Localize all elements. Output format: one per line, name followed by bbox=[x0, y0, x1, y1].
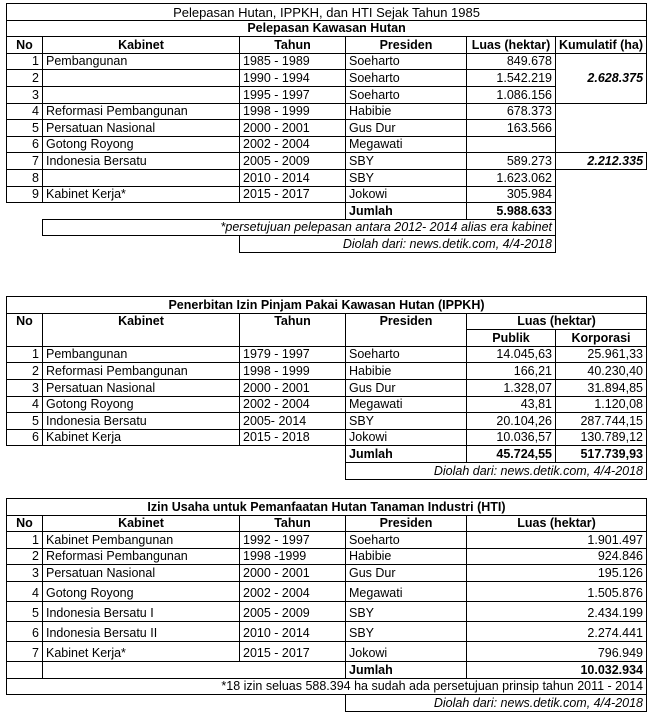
cell-tahun: 2000 - 2001 bbox=[240, 379, 346, 396]
cell-no: 7 bbox=[7, 153, 43, 170]
table-row bbox=[7, 169, 647, 186]
cell-korporasi: 130.789,12 bbox=[556, 429, 647, 446]
cell-presiden: Habibie bbox=[346, 548, 467, 565]
footnote: *persetujuan pelepasan antara 2012- 2014 alias era kabinet bbox=[43, 219, 556, 236]
cell-no: 3 bbox=[7, 565, 43, 582]
table-row bbox=[7, 621, 647, 641]
cell-presiden: SBY bbox=[346, 153, 467, 170]
section2-title: Penerbitan Izin Pinjam Pakai Kawasan Hutan (IPPKH) bbox=[7, 297, 647, 314]
header-presiden: Presiden bbox=[346, 515, 467, 532]
table-row bbox=[7, 581, 647, 601]
cell-luas: 1.542.219 bbox=[467, 70, 556, 87]
cell-korporasi: 31.894,85 bbox=[556, 379, 647, 396]
cell-tahun: 1979 - 1997 bbox=[240, 346, 346, 363]
cell-tahun: 1995 - 1997 bbox=[240, 86, 346, 103]
cell-kabinet bbox=[43, 86, 240, 103]
cell-tahun: 2005 - 2009 bbox=[240, 153, 346, 170]
cell-publik: 10.036,57 bbox=[467, 429, 556, 446]
header-tahun: Tahun bbox=[240, 313, 346, 346]
cell-tahun: 2000 - 2001 bbox=[240, 120, 346, 137]
table-row bbox=[7, 153, 647, 170]
jumlah-publik: 45.724,55 bbox=[467, 446, 556, 463]
source-note: Diolah dari: news.detik.com, 4/4-2018 bbox=[346, 695, 647, 712]
cell-no: 1 bbox=[7, 53, 43, 70]
cell-tahun: 2015 - 2018 bbox=[240, 429, 346, 446]
cell-kabinet: Reformasi Pembangunan bbox=[43, 103, 240, 120]
cell-tahun: 2002 - 2004 bbox=[240, 396, 346, 413]
cell-tahun: 1990 - 1994 bbox=[240, 70, 346, 87]
cell-tahun: 1998 - 1999 bbox=[240, 103, 346, 120]
cell-luas: 2.274.441 bbox=[467, 621, 647, 641]
cell-kabinet: Kabinet Pembangunan bbox=[43, 532, 240, 549]
cell-no: 3 bbox=[7, 86, 43, 103]
cell-tahun: 2000 - 2001 bbox=[240, 565, 346, 582]
table-row bbox=[7, 70, 647, 87]
cell-tahun: 2005 - 2009 bbox=[240, 601, 346, 621]
header-row bbox=[7, 37, 647, 54]
table-row bbox=[7, 532, 647, 549]
footnote: *18 izin seluas 588.394 ha sudah ada persetujuan prinsip tahun 2011 - 2014 bbox=[7, 678, 647, 695]
cell-tahun: 2015 - 2017 bbox=[240, 641, 346, 661]
cell-publik: 166,21 bbox=[467, 363, 556, 380]
cell-kumulatif: 2.212.335 bbox=[556, 153, 647, 170]
cell-presiden: SBY bbox=[346, 413, 467, 430]
cell-tahun: 2005- 2014 bbox=[240, 413, 346, 430]
cell-no: 6 bbox=[7, 621, 43, 641]
cell-presiden: Jokowi bbox=[346, 429, 467, 446]
cell-luas bbox=[467, 136, 556, 153]
cell-presiden: Soeharto bbox=[346, 53, 467, 70]
cell-kabinet: Pembangunan bbox=[43, 346, 240, 363]
cell-no: 2 bbox=[7, 363, 43, 380]
header-korporasi: Korporasi bbox=[556, 330, 647, 347]
jumlah-label: Jumlah bbox=[346, 446, 467, 463]
cell-luas: 924.846 bbox=[467, 548, 647, 565]
cell-kabinet bbox=[43, 70, 240, 87]
header-row bbox=[7, 313, 647, 330]
cell-kabinet: Reformasi Pembangunan bbox=[43, 363, 240, 380]
header-kabinet: Kabinet bbox=[43, 37, 240, 54]
cell-kabinet: Kabinet Kerja* bbox=[43, 641, 240, 661]
cell-luas: 1.086.156 bbox=[467, 86, 556, 103]
jumlah-value: 5.988.633 bbox=[467, 203, 556, 220]
cell-kabinet: Persatuan Nasional bbox=[43, 379, 240, 396]
header-luas: Luas (hektar) bbox=[467, 515, 647, 532]
header-no: No bbox=[7, 37, 43, 54]
cell-no: 2 bbox=[7, 70, 43, 87]
cell-luas: 305.984 bbox=[467, 186, 556, 203]
cell-no: 3 bbox=[7, 379, 43, 396]
cell-luas: 589.273 bbox=[467, 153, 556, 170]
table-row bbox=[7, 86, 647, 103]
cell-presiden: Gus Dur bbox=[346, 379, 467, 396]
cell-no: 5 bbox=[7, 413, 43, 430]
cell-no: 6 bbox=[7, 136, 43, 153]
cell-no: 4 bbox=[7, 581, 43, 601]
hti-table bbox=[6, 498, 647, 712]
cell-presiden: Megawati bbox=[346, 581, 467, 601]
section1-title: Pelepasan Kawasan Hutan bbox=[7, 20, 647, 37]
cell-luas: 796.949 bbox=[467, 641, 647, 661]
cell-luas: 849.678 bbox=[467, 53, 556, 70]
table-row bbox=[7, 346, 647, 363]
header-luas: Luas (hektar) bbox=[467, 313, 647, 330]
cell-tahun: 1985 - 1989 bbox=[240, 53, 346, 70]
jumlah-label: Jumlah bbox=[346, 661, 467, 678]
table-row bbox=[7, 413, 647, 430]
cell-no: 5 bbox=[7, 601, 43, 621]
cell-tahun: 2010 - 2014 bbox=[240, 169, 346, 186]
header-presiden: Presiden bbox=[346, 313, 467, 346]
cell-luas: 1.901.497 bbox=[467, 532, 647, 549]
table-row bbox=[7, 186, 647, 203]
cell-no: 6 bbox=[7, 429, 43, 446]
cell-presiden: Soeharto bbox=[346, 532, 467, 549]
total-row bbox=[7, 203, 647, 220]
cell-luas: 195.126 bbox=[467, 565, 647, 582]
header-tahun: Tahun bbox=[240, 37, 346, 54]
ippkh-table bbox=[6, 296, 647, 480]
cell-kabinet: Indonesia Bersatu I bbox=[43, 601, 240, 621]
table-row bbox=[7, 363, 647, 380]
cell-presiden: Gus Dur bbox=[346, 120, 467, 137]
cell-kabinet: Gotong Royong bbox=[43, 136, 240, 153]
table-row bbox=[7, 53, 647, 70]
cell-no: 5 bbox=[7, 120, 43, 137]
cell-kabinet: Kabinet Kerja* bbox=[43, 186, 240, 203]
cell-tahun: 2002 - 2004 bbox=[240, 581, 346, 601]
cell-kabinet: Kabinet Kerja bbox=[43, 429, 240, 446]
cell-presiden: Soeharto bbox=[346, 346, 467, 363]
cell-publik: 1.328,07 bbox=[467, 379, 556, 396]
table-row bbox=[7, 103, 647, 120]
cell-presiden: Soeharto bbox=[346, 70, 467, 87]
cell-presiden: Soeharto bbox=[346, 86, 467, 103]
cell-korporasi: 40.230,40 bbox=[556, 363, 647, 380]
cell-presiden: SBY bbox=[346, 621, 467, 641]
jumlah-value: 10.032.934 bbox=[467, 661, 647, 678]
header-publik: Publik bbox=[467, 330, 556, 347]
cell-tahun: 2002 - 2004 bbox=[240, 136, 346, 153]
source-note: Diolah dari: news.detik.com, 4/4-2018 bbox=[240, 236, 556, 253]
cell-presiden: Jokowi bbox=[346, 641, 467, 661]
cell-luas: 1.623.062 bbox=[467, 169, 556, 186]
cell-no: 9 bbox=[7, 186, 43, 203]
cell-korporasi: 1.120,08 bbox=[556, 396, 647, 413]
cell-kabinet: Gotong Royong bbox=[43, 396, 240, 413]
cell-kabinet: Persatuan Nasional bbox=[43, 565, 240, 582]
table-row bbox=[7, 429, 647, 446]
cell-luas: 1.505.876 bbox=[467, 581, 647, 601]
cell-no: 1 bbox=[7, 532, 43, 549]
cell-presiden: SBY bbox=[346, 169, 467, 186]
header-luas: Luas (hektar) bbox=[467, 37, 556, 54]
cell-presiden: Megawati bbox=[346, 396, 467, 413]
header-no: No bbox=[7, 313, 43, 346]
table-row bbox=[7, 641, 647, 661]
header-row bbox=[7, 515, 647, 532]
cell-kabinet: Reformasi Pembangunan bbox=[43, 548, 240, 565]
cell-no: 1 bbox=[7, 346, 43, 363]
cell-tahun: 1998 - 1999 bbox=[240, 363, 346, 380]
jumlah-korporasi: 517.739,93 bbox=[556, 446, 647, 463]
cell-luas: 678.373 bbox=[467, 103, 556, 120]
header-presiden: Presiden bbox=[346, 37, 467, 54]
cell-tahun: 1992 - 1997 bbox=[240, 532, 346, 549]
source-note: Diolah dari: news.detik.com, 4/4-2018 bbox=[346, 462, 647, 479]
header-kabinet: Kabinet bbox=[43, 313, 240, 346]
cell-no: 2 bbox=[7, 548, 43, 565]
cell-publik: 43,81 bbox=[467, 396, 556, 413]
cell-publik: 20.104,26 bbox=[467, 413, 556, 430]
table-row bbox=[7, 136, 647, 153]
cell-korporasi: 287.744,15 bbox=[556, 413, 647, 430]
total-row bbox=[7, 661, 647, 678]
header-no: No bbox=[7, 515, 43, 532]
table-row bbox=[7, 379, 647, 396]
cell-luas: 2.434.199 bbox=[467, 601, 647, 621]
header-kabinet: Kabinet bbox=[43, 515, 240, 532]
cell-presiden: Habibie bbox=[346, 363, 467, 380]
table-row bbox=[7, 548, 647, 565]
cell-presiden: Gus Dur bbox=[346, 565, 467, 582]
cell-no: 7 bbox=[7, 641, 43, 661]
cell-no: 4 bbox=[7, 396, 43, 413]
header-tahun: Tahun bbox=[240, 515, 346, 532]
total-row bbox=[7, 446, 647, 463]
cell-kabinet: Indonesia Bersatu bbox=[43, 413, 240, 430]
section3-title: Izin Usaha untuk Pemanfaatan Hutan Tanaman Industri (HTI) bbox=[7, 499, 647, 516]
cell-tahun: 1998 -1999 bbox=[240, 548, 346, 565]
cell-korporasi: 25.961,33 bbox=[556, 346, 647, 363]
cell-kabinet bbox=[43, 169, 240, 186]
main-title: Pelepasan Hutan, IPPKH, dan HTI Sejak Tahun 1985 bbox=[7, 4, 647, 21]
cell-presiden: Megawati bbox=[346, 136, 467, 153]
table-row bbox=[7, 396, 647, 413]
cell-kabinet: Indonesia Bersatu bbox=[43, 153, 240, 170]
pelepasan-table bbox=[6, 3, 647, 253]
cell-publik: 14.045,63 bbox=[467, 346, 556, 363]
cell-presiden: SBY bbox=[346, 601, 467, 621]
cell-kabinet: Gotong Royong bbox=[43, 581, 240, 601]
cell-kabinet: Indonesia Bersatu II bbox=[43, 621, 240, 641]
cell-tahun: 2015 - 2017 bbox=[240, 186, 346, 203]
table-row bbox=[7, 565, 647, 582]
table-row bbox=[7, 120, 647, 137]
cell-kumulatif: 2.628.375 bbox=[556, 53, 647, 103]
cell-tahun: 2010 - 2014 bbox=[240, 621, 346, 641]
cell-no: 8 bbox=[7, 169, 43, 186]
cell-luas: 163.566 bbox=[467, 120, 556, 137]
cell-kabinet: Persatuan Nasional bbox=[43, 120, 240, 137]
cell-kabinet: Pembangunan bbox=[43, 53, 240, 70]
cell-presiden: Jokowi bbox=[346, 186, 467, 203]
cell-presiden: Habibie bbox=[346, 103, 467, 120]
table-row bbox=[7, 601, 647, 621]
header-kumulatif: Kumulatif (ha) bbox=[556, 37, 647, 54]
jumlah-label: Jumlah bbox=[346, 203, 467, 220]
cell-no: 4 bbox=[7, 103, 43, 120]
